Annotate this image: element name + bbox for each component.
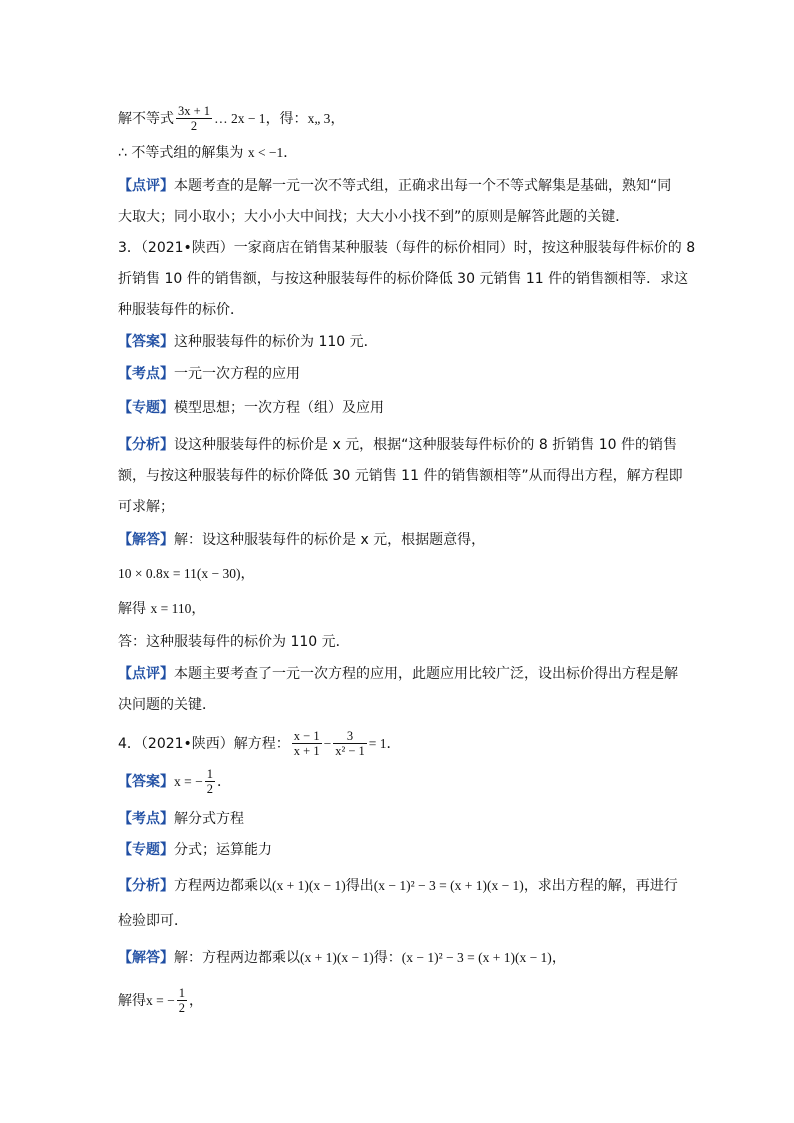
fenxi-tag: 【分析】 bbox=[118, 878, 174, 894]
fenxi-tag: 【分析】 bbox=[118, 437, 174, 453]
jieda-end: ， bbox=[551, 950, 566, 966]
fenxi-math: (x − 1)² − 3 = (x + 1)(x − 1) bbox=[373, 878, 524, 893]
q3-equation-line bbox=[118, 564, 254, 584]
fraction-numerator: x − 1 bbox=[293, 729, 320, 743]
q4-solve-line bbox=[118, 987, 203, 1015]
solution-set-math: x < −1 bbox=[247, 145, 284, 160]
q4-answer-line bbox=[118, 768, 231, 796]
inequality-fraction bbox=[176, 105, 212, 133]
answer-tag: 【答案】 bbox=[118, 334, 174, 350]
inequality-prefix: 解不等式 bbox=[118, 111, 174, 127]
q3-zhuanti-line bbox=[118, 398, 384, 418]
q3-answer-line bbox=[118, 332, 378, 352]
jieda-math: (x − 1)² − 3 = (x + 1)(x − 1) bbox=[401, 950, 552, 965]
solve-end: ， bbox=[188, 993, 203, 1009]
question-end: ． bbox=[386, 736, 401, 752]
solve-prefix: 解得 bbox=[118, 993, 146, 1009]
comment-text: 大取大；同小取小；大小小大中间找；大大小小找不到”的原则是解答此题的关键． bbox=[118, 209, 630, 225]
jieda-math: (x + 1)(x − 1) bbox=[300, 950, 374, 965]
answer-tag: 【答案】 bbox=[118, 774, 174, 790]
kaodian-text: 解分式方程 bbox=[174, 811, 244, 827]
fenxi-text: 额，与按这种服装每件的标价降低 30 元销售 11 件的销售额相等”从而得出方程，解方程即 bbox=[118, 468, 683, 484]
q3-jieda-line bbox=[118, 530, 485, 550]
solve-end: ， bbox=[191, 601, 206, 617]
inequality-result: x„ 3 bbox=[307, 111, 331, 126]
zhuanti-text: 模型思想；一次方程（组）及应用 bbox=[174, 400, 384, 416]
fraction-numerator: 1 bbox=[178, 986, 185, 1000]
q3-final-answer-line bbox=[118, 632, 350, 652]
fraction-denominator: 2 bbox=[190, 119, 198, 133]
fenxi-text: 检验即可． bbox=[118, 913, 188, 929]
comment-line-1 bbox=[118, 176, 671, 196]
q3-question-line-1 bbox=[118, 238, 695, 258]
q4-kaodian-line bbox=[118, 809, 244, 829]
solve-prefix: 解得 bbox=[118, 601, 146, 617]
final-answer-text: 答：这种服装每件的标价为 110 元． bbox=[118, 634, 350, 650]
solution-set-end: ． bbox=[283, 145, 298, 161]
comment-text: 本题考查的是解一元一次不等式组，正确求出每一个不等式解集是基础，熟知“同 bbox=[174, 178, 672, 194]
inequality-line bbox=[118, 105, 344, 133]
minus-sign: − bbox=[323, 736, 332, 751]
fraction-numerator: 3x + 1 bbox=[178, 104, 211, 118]
comment-text: 本题主要考查了一元一次方程的应用，此题应用比较广泛，设出标价得出方程是解 bbox=[174, 666, 678, 682]
jieda-text: 得： bbox=[373, 950, 402, 966]
fraction-numerator: 3 bbox=[346, 729, 354, 743]
q3-solve-line bbox=[118, 599, 205, 619]
fraction-denominator: x² − 1 bbox=[335, 744, 365, 758]
q4-fenxi-line-2 bbox=[118, 911, 188, 931]
equation-rest: = 1 bbox=[368, 736, 387, 751]
jieda-tag: 【解答】 bbox=[118, 532, 174, 548]
q3-comment-line-2 bbox=[118, 695, 216, 715]
inequality-mid: ，得： bbox=[265, 111, 308, 127]
q3-question-line-2 bbox=[118, 269, 688, 289]
fenxi-math: (x + 1)(x − 1) bbox=[272, 878, 346, 893]
q4-jieda-line bbox=[118, 948, 566, 968]
q4-question-line bbox=[118, 730, 401, 758]
solve-math: x = − bbox=[146, 993, 175, 1008]
q3-question-text: 折销售 10 件的销售额，与按这种服装每件的标价降低 30 元销售 11 件的销售额相等．求这 bbox=[118, 271, 689, 287]
jieda-tag: 【解答】 bbox=[118, 950, 174, 966]
jieda-text: 解：设这种服装每件的标价是 x 元，根据题意得， bbox=[174, 532, 486, 548]
solution-set-prefix: ∴ 不等式组的解集为 bbox=[118, 145, 244, 161]
comment-text: 决问题的关键． bbox=[118, 697, 216, 713]
fraction-numerator: 1 bbox=[206, 767, 213, 781]
kaodian-text: 一元一次方程的应用 bbox=[174, 366, 300, 382]
comment-line-2 bbox=[118, 207, 629, 227]
q4-fraction-1 bbox=[292, 730, 322, 758]
fraction-denominator: 2 bbox=[206, 782, 213, 796]
zhuanti-tag: 【专题】 bbox=[118, 842, 174, 858]
inequality-rest: … 2x − 1 bbox=[214, 111, 266, 126]
q3-question-text: 3．（2021•陕西）一家商店在销售某种服装（每件的标价相同）时，按这种服装每件标价的 8 bbox=[118, 240, 696, 256]
q3-comment-line-1 bbox=[118, 664, 678, 684]
solve-math: x = 110 bbox=[150, 601, 192, 616]
kaodian-tag: 【考点】 bbox=[118, 811, 174, 827]
comment-tag: 【点评】 bbox=[118, 178, 174, 194]
answer-end: ． bbox=[216, 774, 231, 790]
equation: 10 × 0.8x = 11(x − 30) bbox=[118, 566, 241, 581]
fenxi-text: 可求解； bbox=[118, 499, 174, 515]
solve-fraction bbox=[177, 987, 187, 1015]
q4-zhuanti-line bbox=[118, 840, 272, 860]
equation-end: ， bbox=[240, 566, 255, 582]
q3-fenxi-line-1 bbox=[118, 435, 677, 455]
fenxi-text: ，求出方程的解，再进行 bbox=[523, 878, 678, 894]
solution-set-line bbox=[118, 143, 297, 163]
kaodian-tag: 【考点】 bbox=[118, 366, 174, 382]
fenxi-text: 得出 bbox=[345, 878, 374, 894]
answer-math: x = − bbox=[174, 774, 203, 789]
comment-tag: 【点评】 bbox=[118, 666, 174, 682]
q4-fenxi-line-1 bbox=[118, 876, 678, 896]
answer-fraction bbox=[205, 768, 215, 796]
q3-question-line-3 bbox=[118, 300, 244, 320]
fenxi-text: 方程两边都乘以 bbox=[174, 878, 272, 894]
q4-question-prefix: 4．（2021•陕西）解方程： bbox=[118, 736, 290, 752]
fraction-denominator: 2 bbox=[178, 1001, 185, 1015]
q3-question-text: 种服装每件的标价． bbox=[118, 302, 244, 318]
q3-fenxi-line-2 bbox=[118, 466, 683, 486]
jieda-text: 解：方程两边都乘以 bbox=[174, 950, 300, 966]
inequality-end: ， bbox=[330, 111, 345, 127]
zhuanti-text: 分式；运算能力 bbox=[174, 842, 272, 858]
q3-fenxi-line-3 bbox=[118, 497, 174, 517]
q3-kaodian-line bbox=[118, 364, 300, 384]
fenxi-text: 设这种服装每件的标价是 x 元，根据“这种服装每件标价的 8 折销售 10 件的销售 bbox=[174, 437, 677, 453]
q4-fraction-2 bbox=[333, 730, 367, 758]
fraction-denominator: x + 1 bbox=[293, 744, 320, 758]
answer-text: 这种服装每件的标价为 110 元． bbox=[174, 334, 378, 350]
zhuanti-tag: 【专题】 bbox=[118, 400, 174, 416]
